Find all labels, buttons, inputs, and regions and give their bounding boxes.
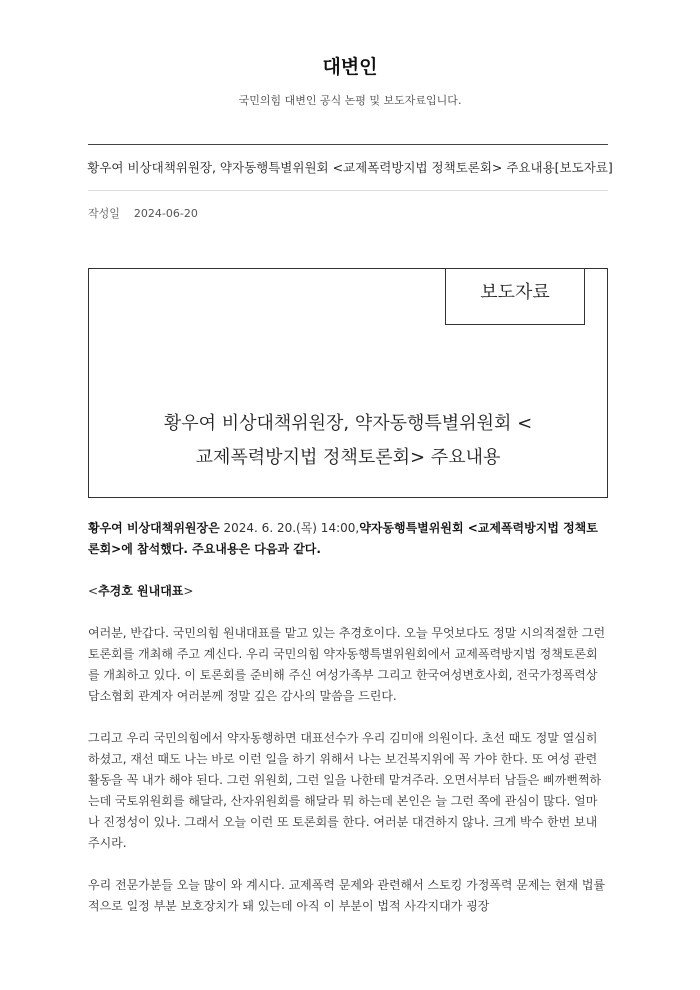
bracket-close: >	[183, 584, 194, 598]
bracket-open: <	[88, 584, 99, 598]
body-paragraph-3: 우리 전문가분들 오늘 많이 와 계시다. 교제폭력 문제와 관련해서 스토킹 가정폭력 문제는 현재 법률적으로 일정 부분 보호장치가 돼 있는데 아직 이 부분이 법적 사각지대가 굉장	[88, 878, 606, 913]
site-subtitle: 국민의힘 대변인 공식 논평 및 보도자료입니다.	[238, 94, 462, 107]
section-speaker: 추경호 원내대표	[98, 584, 184, 598]
article-body	[88, 518, 608, 938]
divider-top	[88, 144, 608, 145]
intro-event: 약자동행특별위원회 <교제폭력방지법 정책토론회>에 참석했다. 주요내용은 다음과 같다.	[88, 521, 598, 556]
post-title: 황우여 비상대책위원장, 약자동행특별위원회 <교제폭력방지법 정책토론회> 주요내용[보도자료]	[87, 160, 613, 175]
body-paragraph-1: 여러분, 반갑다. 국민의힘 원내대표를 맡고 있는 추경호이다. 오늘 무엇보다도 정말 시의적절한 그런 토론회를 개최해 주고 계신다. 우리 국민의힘 약자동행특별위원회에서 교제폭력방지법 정책토론회를 개최하고 있다. 이 토론회를 준비해 주신 여성가족부 그리고 한국여성변호사회, 전국가정폭력상담소협회 관계자 여러분께 정말 깊은 감사의 말씀을 드린다.	[88, 626, 606, 703]
post-date: 2024-06-20	[133, 207, 198, 220]
intro-date: 2024. 6. 20.(목) 14:00,	[219, 521, 360, 535]
press-release-headline	[89, 407, 607, 475]
headline-line-2: 교제폭력방지법 정책토론회> 주요내용	[195, 447, 501, 468]
intro-paragraph	[88, 518, 608, 560]
site-title: 대변인	[322, 56, 378, 78]
section-heading	[88, 581, 608, 602]
body-paragraph-2: 그리고 우리 국민의힘에서 약자동행하면 대표선수가 우리 김미애 의원이다. 초선 때도 정말 열심히 하셨고, 재선 때도 나는 바로 이런 일을 하기 위해서 나는 보건복지위에 꼭 가야 한다. 또 여성 관련 활동을 꼭 내가 해야 된다. 그런 위원회, 그런 일을 나한테 맡겨주라. 오면서부터 남들은 삐까뻔쩍하는데 국토위원회를 해달라, 산자위원회를 해달라 뭐 하는데 본인은 늘 그런 쪽에 관심이 많다. 얼마나 진정성이 있나. 그래서 오늘 이런 또 토론회를 한다. 여러분 대견하지 않나. 크게 박수 한번 보내주시라.	[88, 731, 602, 850]
divider-mid	[88, 190, 608, 191]
intro-speaker: 황우여 비상대책위원장은	[88, 521, 220, 535]
press-release-box	[88, 268, 608, 498]
press-release-label: 보도자료	[445, 269, 585, 325]
headline-line-1: 황우여 비상대책위원장, 약자동행특별위원회 <	[163, 413, 533, 434]
date-label: 작성일	[88, 207, 120, 220]
post-meta	[88, 205, 198, 221]
